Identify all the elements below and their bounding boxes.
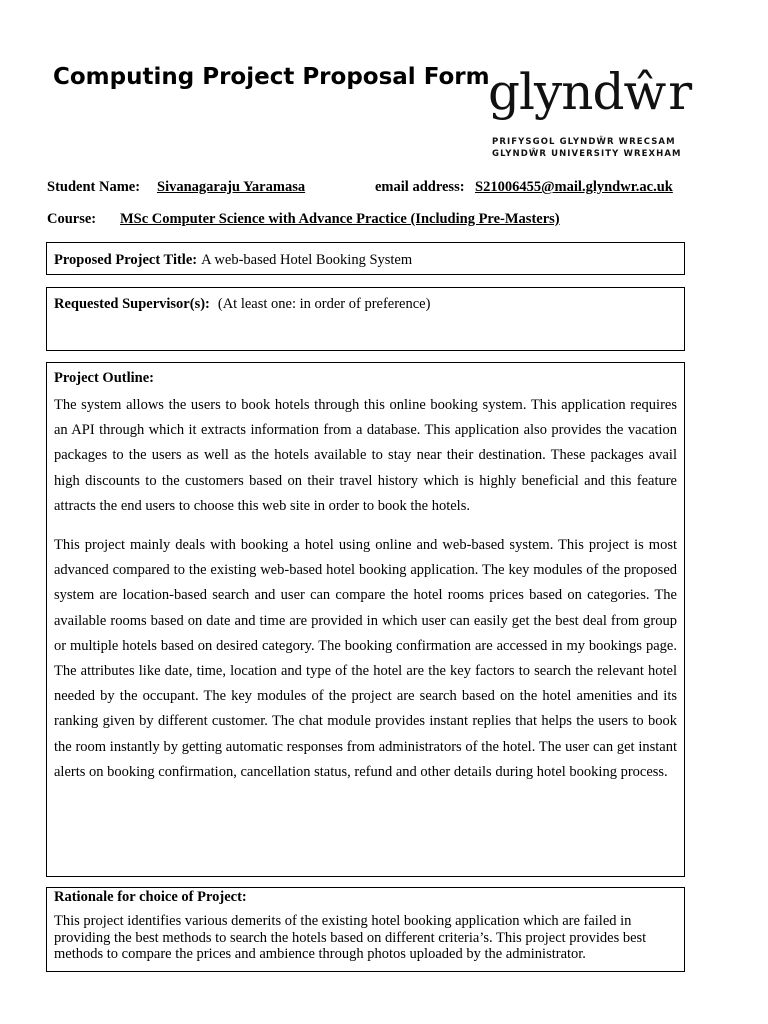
supervisor-note: (At least one: in order of preference) bbox=[217, 296, 431, 312]
outline-paragraph: This project mainly deals with booking a hotel using online and web-based system. This project is most advanced compared to the existing web-based hotel booking application. The key modules of the proposed system are location-based search and user can compare the hotel rooms prices based on categories. The available rooms based on date and time are provided in which user can easily get the best deal from group or multiple hotels based on desired category. The booking confirmation are accessed in my bookings page. The attributes like date, time, location and type of the hotel are the key factors to search the relevant hotel needed by the occupant. The key modules of the project are search based on the hotel amenities and its ranking given by different customer. The chat module provides instant replies that helps the users to book the room instantly by getting automatic responses from administrators of the hotel. The user can get instant alerts on booking confirmation, cancellation status, refund and other details during hotel booking process. bbox=[54, 537, 677, 780]
form-title: Computing Project Proposal Form bbox=[53, 64, 490, 90]
student-name-label: Student Name: bbox=[47, 179, 141, 195]
university-logo bbox=[486, 62, 692, 162]
project-outline-label: Project Outline: bbox=[54, 370, 154, 386]
logo-wordmark: glyndŵr bbox=[488, 63, 692, 121]
project-title-label: Proposed Project Title: bbox=[54, 252, 198, 268]
project-title-box bbox=[46, 242, 685, 275]
student-name-row bbox=[47, 179, 140, 196]
email-label: email address: bbox=[375, 179, 465, 195]
student-name-value: Sivanagaraju Yaramasa bbox=[157, 179, 306, 195]
project-title-value: A web-based Hotel Booking System bbox=[201, 252, 413, 268]
logo-tagline-welsh: PRIFYSGOL GLYNDŴR WRECSAM bbox=[492, 137, 676, 147]
course-row bbox=[47, 211, 96, 228]
course-value: MSc Computer Science with Advance Practice (Including Pre-Masters) bbox=[120, 211, 560, 227]
email-value[interactable]: S21006455@mail.glyndwr.ac.uk bbox=[475, 179, 673, 195]
supervisor-label: Requested Supervisor(s): bbox=[54, 296, 210, 312]
supervisor-box bbox=[46, 287, 685, 351]
outline-paragraph: The system allows the users to book hotels through this online booking system. This application requires an API through which it extracts information from a database. This application also provides the vacation packages to the users as well as the hotels available to stay near their destination. These packages avail high discounts to the customers based on their travel history which is highly beneficial and this feature attracts the end users to choose this web site in order to book the hotels. bbox=[54, 397, 677, 514]
project-outline-box bbox=[46, 362, 685, 877]
rationale-box bbox=[46, 887, 685, 972]
email-row bbox=[375, 179, 465, 196]
rationale-label: Rationale for choice of Project: bbox=[54, 889, 247, 905]
rationale-text: This project identifies various demerits of the existing hotel booking application which are failed in providing the best methods to search the hotels based on different criteria’s. This project provides best methods to compare the prices and ambience through photos uploaded by the administrator. bbox=[54, 913, 647, 962]
course-label: Course: bbox=[47, 211, 97, 227]
logo-tagline-english: GLYNDŴR UNIVERSITY WREXHAM bbox=[492, 149, 682, 159]
